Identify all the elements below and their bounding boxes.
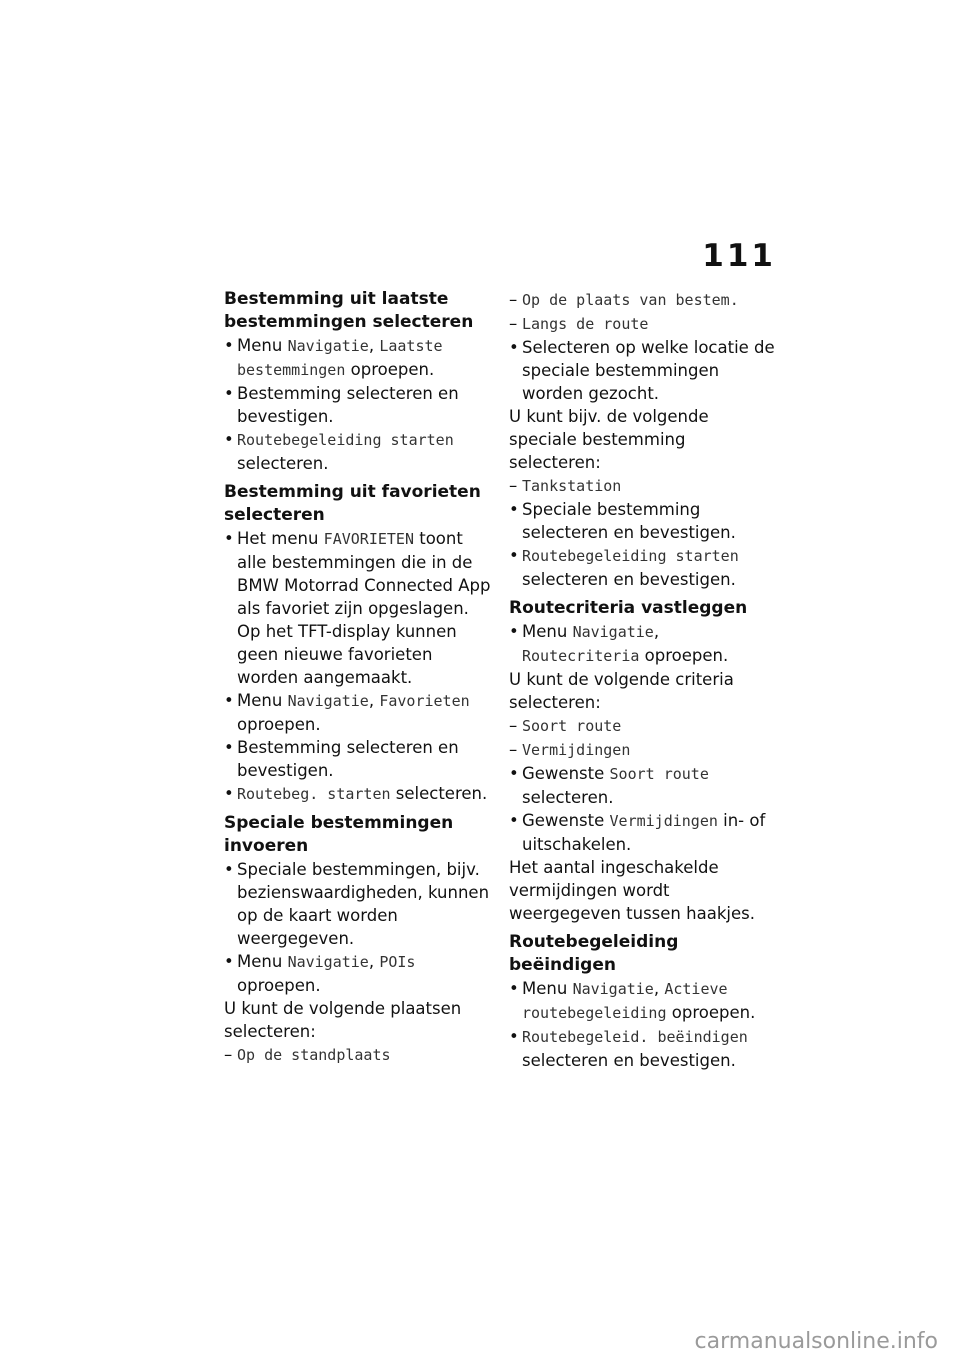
body-text: Het menu xyxy=(237,529,324,548)
section xyxy=(509,597,781,925)
bullet-item xyxy=(224,527,492,689)
dash-marker: – xyxy=(509,716,518,735)
section-heading: Speciale bestemmingen invoeren xyxy=(224,813,454,856)
body-text: U kunt de volgende criteria selecteren: xyxy=(509,670,734,712)
dash-item xyxy=(224,1043,492,1067)
dash-marker: – xyxy=(509,314,518,333)
menu-term: Routecriteria xyxy=(522,647,640,665)
section xyxy=(224,288,492,475)
body-text: , xyxy=(368,691,380,710)
bullet-marker: • xyxy=(224,430,234,449)
paragraph xyxy=(224,997,492,1043)
bullet-item xyxy=(509,336,781,405)
paragraph xyxy=(509,405,781,474)
menu-term: Routebegeleiding starten xyxy=(237,431,454,449)
bullet-marker: • xyxy=(224,384,234,403)
bullet-marker: • xyxy=(224,529,234,548)
section-heading: Bestemming uit laatste bestemmingen selecteren xyxy=(224,289,474,332)
section xyxy=(224,812,492,1067)
menu-term: POIs xyxy=(379,953,416,971)
dash-marker: – xyxy=(509,740,518,759)
body-text: Speciale bestemming selecteren en bevestigen. xyxy=(522,500,736,542)
body-text: Bestemming selecteren en bevestigen. xyxy=(237,738,459,780)
menu-term: Op de plaats van bestem. xyxy=(522,291,739,309)
body-text: oproepen. xyxy=(237,976,321,995)
body-text: Menu xyxy=(237,952,288,971)
body-text: Gewenste xyxy=(522,764,610,783)
dash-item xyxy=(509,474,781,498)
bullet-item xyxy=(509,977,781,1025)
paragraph xyxy=(509,856,781,925)
bullet-item xyxy=(224,428,492,475)
bullet-item xyxy=(224,858,492,950)
body-text: , xyxy=(653,622,660,641)
bullet-item xyxy=(224,334,492,382)
dash-marker: – xyxy=(509,476,518,495)
body-text: Selecteren op welke locatie de speciale bestemmingen worden gezocht. xyxy=(522,338,775,403)
menu-term: Navigatie xyxy=(572,980,654,998)
menu-term: Actieve routebegeleiding xyxy=(522,980,728,1022)
bullet-item xyxy=(509,498,781,544)
body-text: selecteren. xyxy=(237,454,329,473)
menu-term: Favorieten xyxy=(379,692,470,710)
menu-term: Langs de route xyxy=(522,315,649,333)
menu-term: Navigatie xyxy=(287,692,369,710)
dash-item xyxy=(509,738,781,762)
bullet-item xyxy=(224,382,492,428)
bullet-marker: • xyxy=(509,546,519,565)
body-text: oproepen. xyxy=(666,1003,756,1022)
body-text: , xyxy=(368,336,380,355)
menu-term: Navigatie xyxy=(572,623,654,641)
dash-item xyxy=(509,714,781,738)
menu-term: Vermijdingen xyxy=(522,741,631,759)
bullet-marker: • xyxy=(224,691,234,710)
bullet-marker: • xyxy=(509,500,519,519)
section xyxy=(224,481,492,806)
menu-term: Op de standplaats xyxy=(237,1046,391,1064)
body-text: selecteren. xyxy=(390,784,488,803)
dash-marker: – xyxy=(224,1045,233,1064)
body-text: , xyxy=(368,952,380,971)
bullet-marker: • xyxy=(509,1027,519,1046)
body-text: Menu xyxy=(237,691,288,710)
body-text: Menu xyxy=(522,979,573,998)
right-column xyxy=(509,288,781,1078)
body-text: Menu xyxy=(237,336,288,355)
paragraph xyxy=(509,668,781,714)
bullet-marker: • xyxy=(509,764,519,783)
body-text: selecteren en bevestigen. xyxy=(522,1051,736,1070)
bullet-marker: • xyxy=(224,738,234,757)
body-text: oproepen. xyxy=(237,715,321,734)
bullet-marker: • xyxy=(509,622,519,641)
bullet-marker: • xyxy=(224,336,234,355)
body-text: in- of uitschakelen. xyxy=(522,811,766,854)
body-text: Het aantal ingeschakelde vermijdingen wordt weergegeven tussen haakjes. xyxy=(509,858,755,923)
section xyxy=(509,931,781,1072)
dash-item xyxy=(509,288,781,312)
bullet-item xyxy=(224,950,492,997)
menu-term: Vermijdingen xyxy=(609,812,718,830)
body-text: Gewenste xyxy=(522,811,610,830)
body-text: , xyxy=(653,979,665,998)
menu-term: Navigatie xyxy=(287,953,369,971)
menu-term: Tankstation xyxy=(522,477,622,495)
bullet-item xyxy=(509,809,781,856)
bullet-item xyxy=(509,620,781,668)
body-text: U kunt bijv. de volgende speciale bestemming selecteren: xyxy=(509,407,709,472)
dash-marker: – xyxy=(509,290,518,309)
bullet-item xyxy=(224,782,492,806)
menu-term: FAVORIETEN xyxy=(323,530,414,548)
bullet-item xyxy=(224,689,492,736)
body-text: selecteren en bevestigen. xyxy=(522,570,736,589)
body-text: oproepen. xyxy=(345,360,435,379)
menu-term: Routebegeleiding starten xyxy=(522,547,739,565)
menu-term: Laatste bestemmingen xyxy=(237,337,443,379)
bullet-marker: • xyxy=(224,952,234,971)
bullet-marker: • xyxy=(509,811,519,830)
bullet-item xyxy=(509,544,781,591)
section-heading: Bestemming uit favorieten selecteren xyxy=(224,482,481,525)
body-text: Bestemming selecteren en bevestigen. xyxy=(237,384,459,426)
left-column xyxy=(224,288,492,1073)
section-heading: Routebegeleiding beëindigen xyxy=(509,932,679,975)
bullet-marker: • xyxy=(509,338,519,357)
bullet-item xyxy=(224,736,492,782)
page-number: 111 xyxy=(702,238,776,274)
menu-term: Soort route xyxy=(522,717,622,735)
menu-term: Soort route xyxy=(609,765,709,783)
watermark: carmanualsonline.info xyxy=(694,1329,938,1354)
body-text: selecteren. xyxy=(522,788,614,807)
body-text: Menu xyxy=(522,622,573,641)
body-text: oproepen. xyxy=(639,646,729,665)
menu-term: Routebegeleid. beëindigen xyxy=(522,1028,748,1046)
bullet-marker: • xyxy=(224,860,234,879)
body-text: toont alle bestemmingen die in de BMW Motorrad Connected App als favoriet zijn opgeslagen. Op het TFT-display kunnen geen nieuwe favorieten worden aangemaakt. xyxy=(237,529,491,687)
section xyxy=(509,288,781,591)
body-text: Speciale bestemmingen, bijv. bezienswaardigheden, kunnen op de kaart worden weergegeven. xyxy=(237,860,490,948)
menu-term: Navigatie xyxy=(287,337,369,355)
bullet-marker: • xyxy=(509,979,519,998)
dash-item xyxy=(509,312,781,336)
bullet-item xyxy=(509,762,781,809)
menu-term: Routebeg. starten xyxy=(237,785,391,803)
bullet-item xyxy=(509,1025,781,1072)
bullet-marker: • xyxy=(224,784,234,803)
body-text: U kunt de volgende plaatsen selecteren: xyxy=(224,999,462,1041)
section-heading: Routecriteria vastleggen xyxy=(509,598,748,618)
